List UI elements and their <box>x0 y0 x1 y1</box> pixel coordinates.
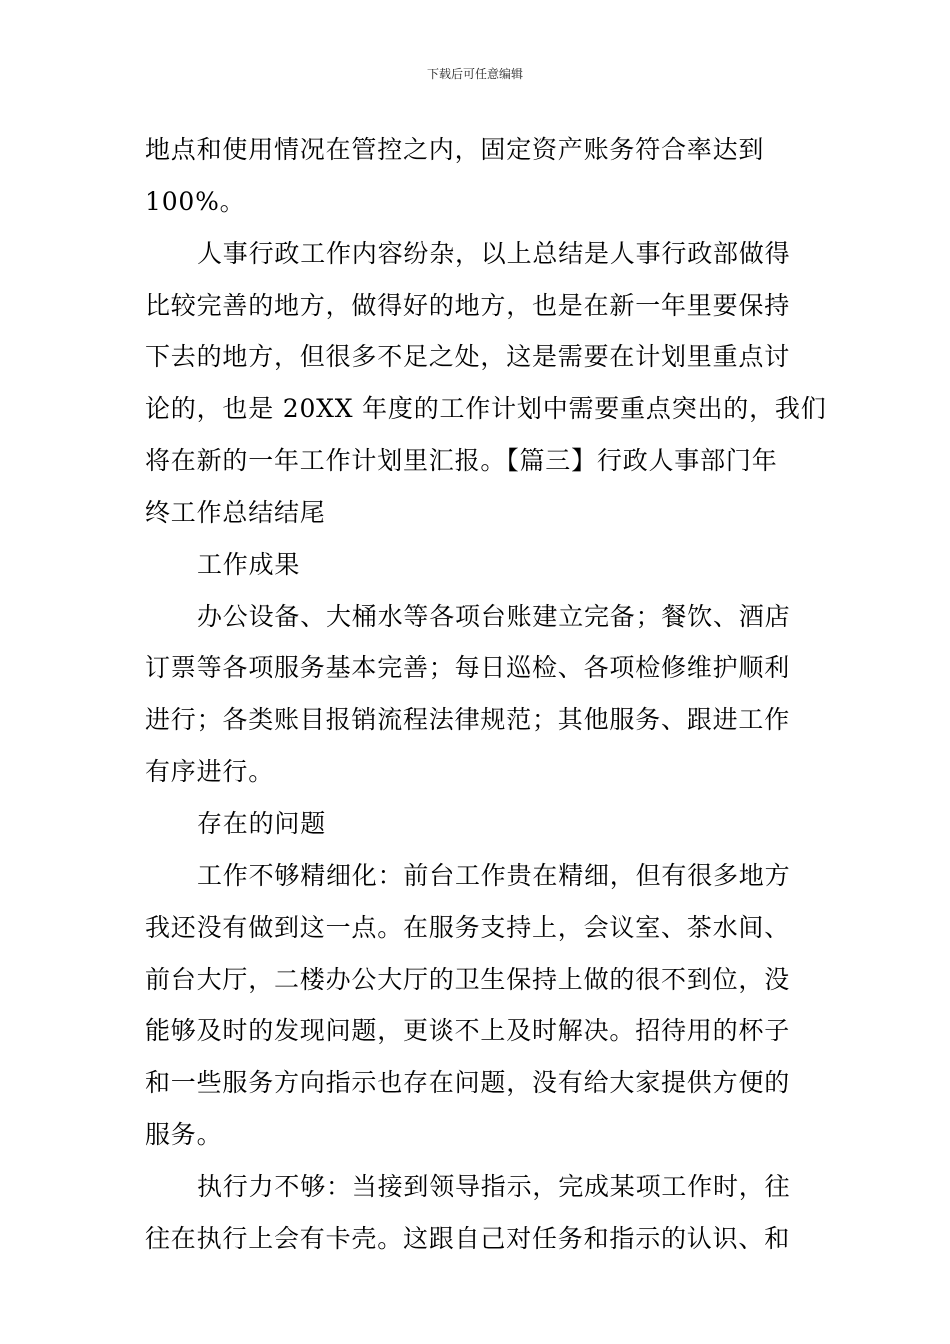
body-line-22: 往在执行上会有卡壳。这跟自己对任务和指示的认识、和 <box>145 1223 791 1253</box>
body-line-4: 比较完善的地方，做得好的地方，也是在新一年里要保持 <box>145 290 791 320</box>
body-line-6: 论的，也是 20XX 年度的工作计划中需要重点突出的，我们 <box>145 394 827 424</box>
body-line-17: 前台大厅，二楼办公大厅的卫生保持上做的很不到位，没 <box>145 964 791 994</box>
body-line-5: 下去的地方，但很多不足之处，这是需要在计划里重点讨 <box>145 342 791 372</box>
body-line-11: 订票等各项服务基本完善；每日巡检、各项检修维护顺利 <box>145 653 791 683</box>
body-line-19: 和一些服务方向指示也存在问题，没有给大家提供方便的 <box>145 1068 791 1098</box>
body-line-20: 服务。 <box>145 1120 223 1150</box>
body-line-1: 地点和使用情况在管控之内，固定资产账务符合率达到 <box>145 135 765 164</box>
body-line-15: 工作不够精细化：前台工作贵在精细，但有很多地方 <box>197 860 791 890</box>
body-line-7: 将在新的一年工作计划里汇报。【篇三】行政人事部门年 <box>145 446 778 476</box>
body-line-16: 我还没有做到这一点。在服务支持上，会议室、茶水间、 <box>145 912 791 942</box>
section-heading-results: 工作成果 <box>197 549 301 579</box>
body-line-21: 执行力不够：当接到领导指示，完成某项工作时，往 <box>197 1171 791 1201</box>
body-line-2: 100%。 <box>145 186 246 216</box>
body-line-10: 办公设备、大桶水等各项台账建立完备；餐饮、酒店 <box>197 601 791 631</box>
page-header: 下载后可任意编辑 <box>426 67 523 81</box>
section-heading-problems: 存在的问题 <box>197 808 327 838</box>
body-line-8: 终工作总结结尾 <box>145 497 326 527</box>
body-line-3: 人事行政工作内容纷杂，以上总结是人事行政部做得 <box>197 238 791 268</box>
body-line-18: 能够及时的发现问题，更谈不上及时解决。招待用的杯子 <box>145 1016 791 1046</box>
document-body <box>145 124 827 1265</box>
body-line-12: 进行；各类账目报销流程法律规范；其他服务、跟进工作 <box>145 705 791 735</box>
body-line-13: 有序进行。 <box>145 757 275 787</box>
